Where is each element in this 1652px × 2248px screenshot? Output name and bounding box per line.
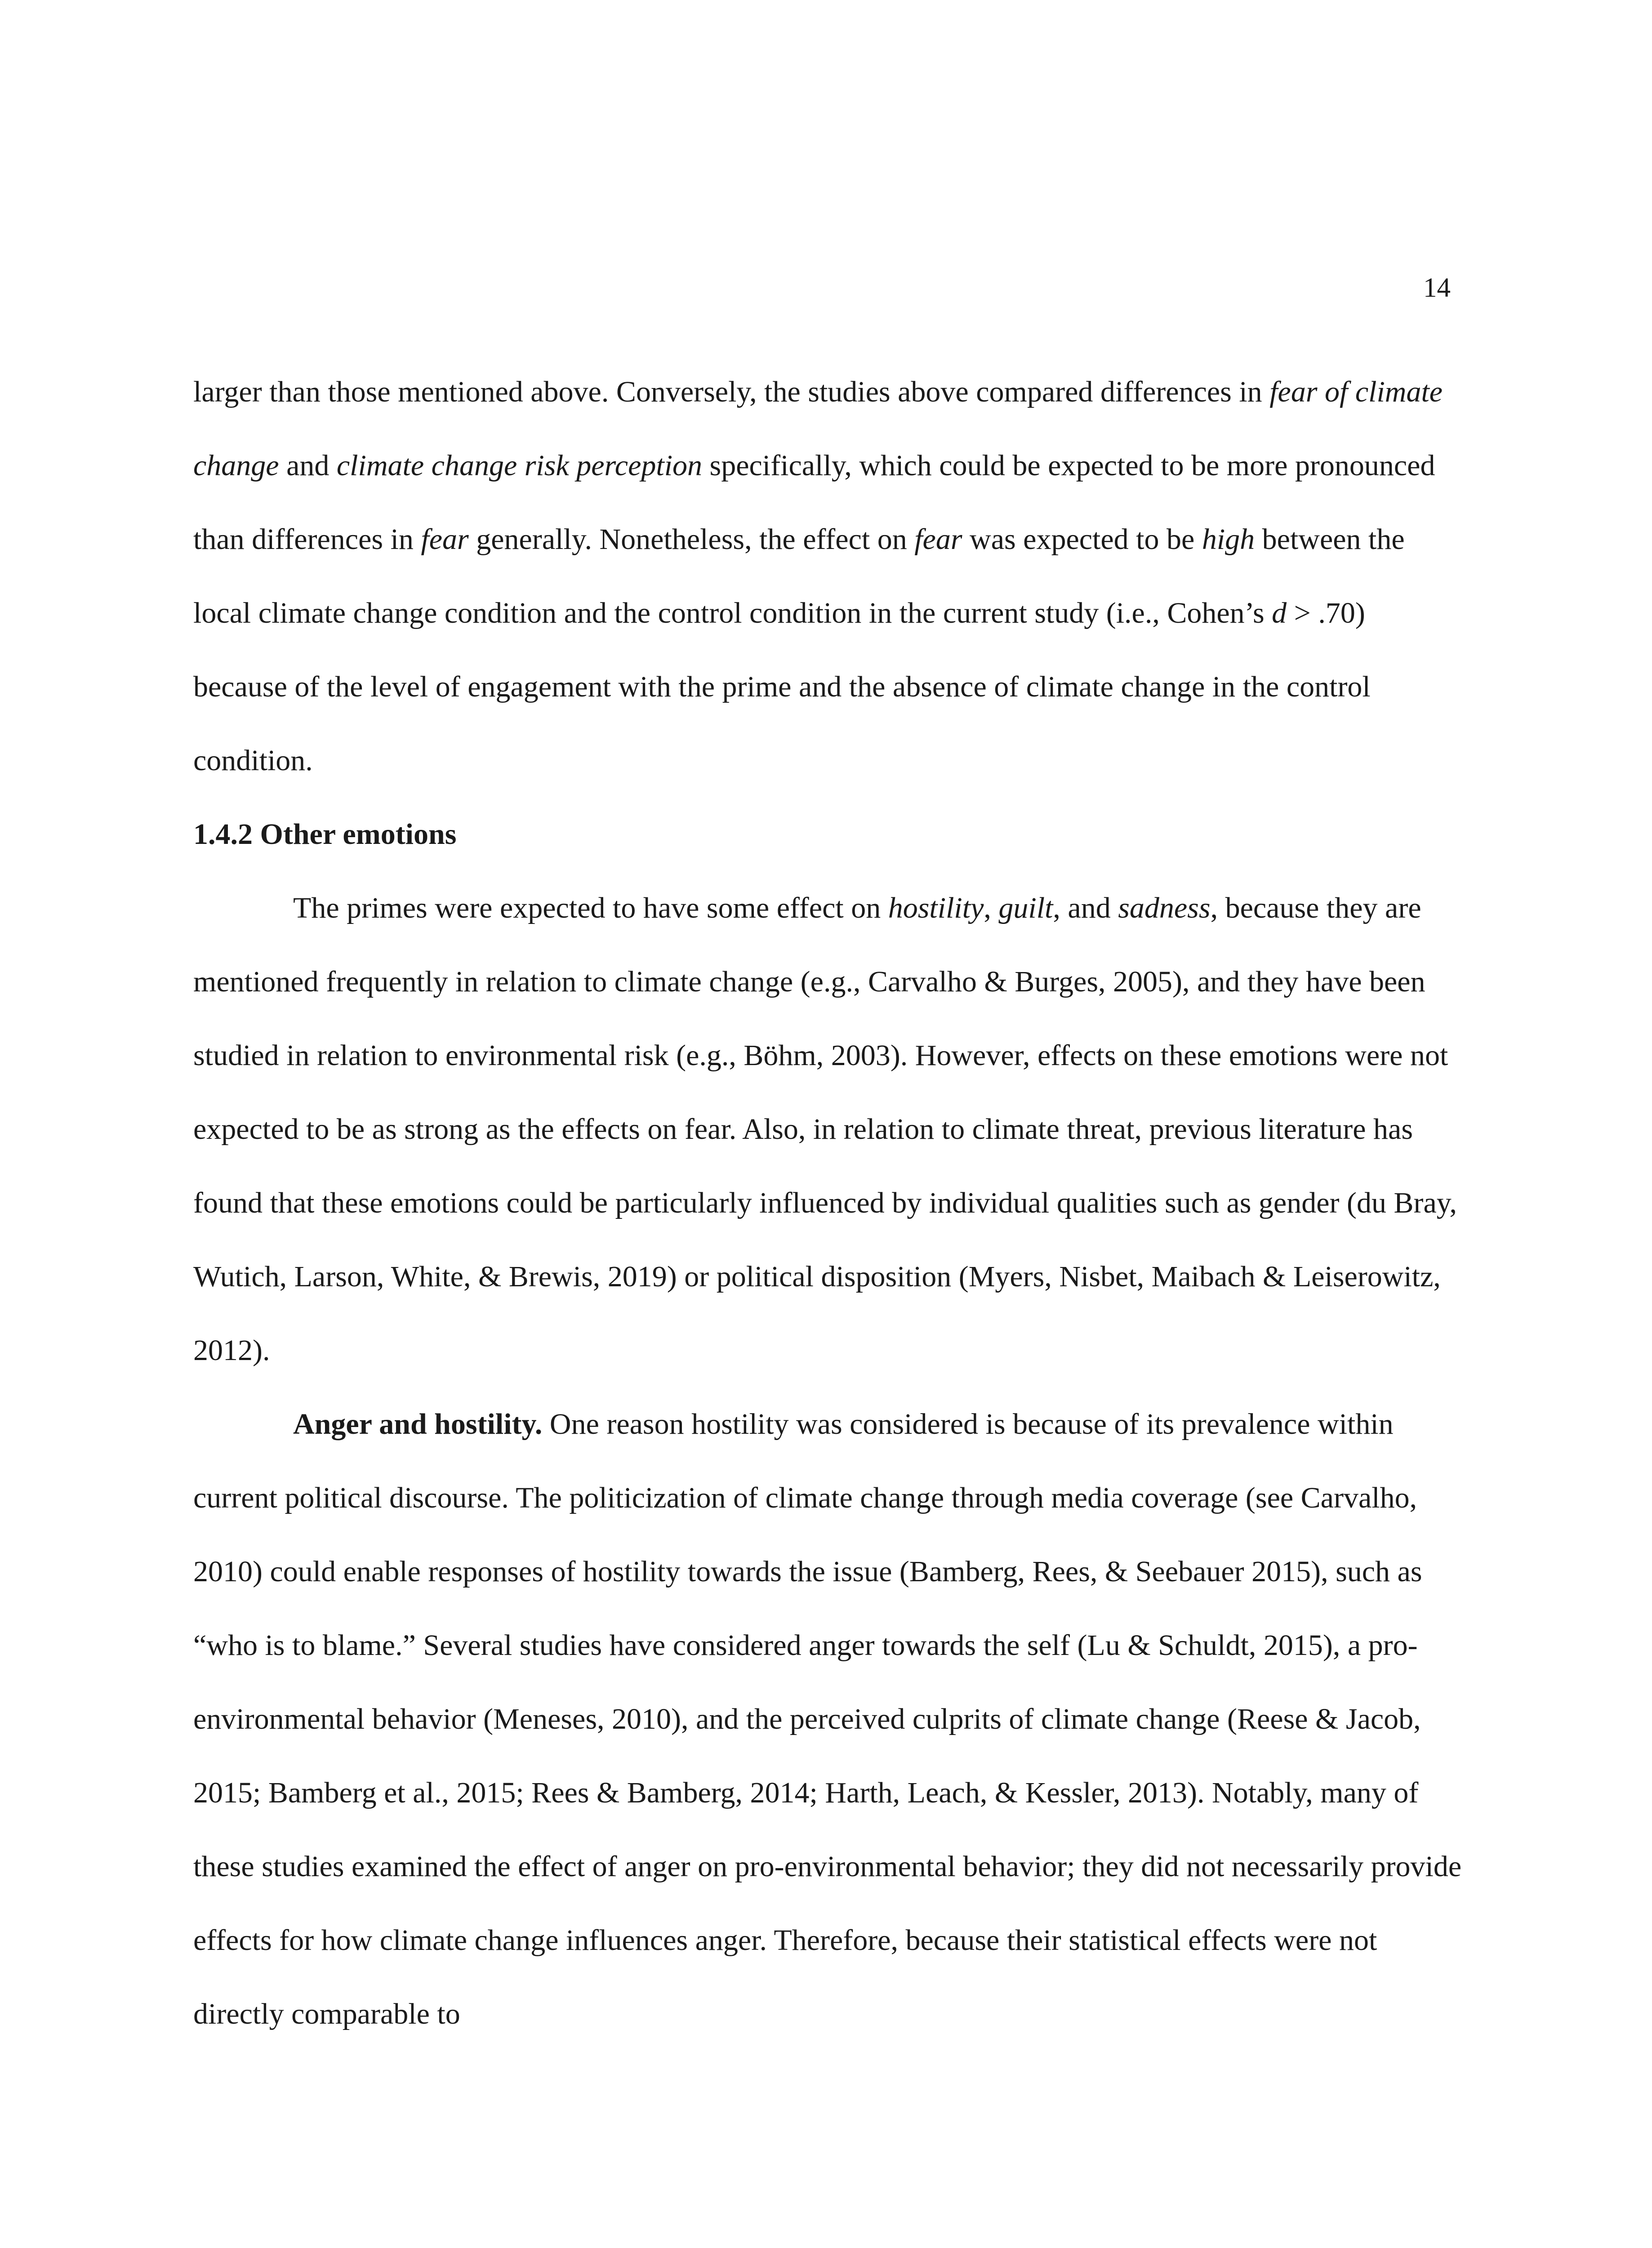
paragraph-anger-hostility-body: One reason hostility was considered is because of its prevalence within current political discourse. The politicization of climate change through media coverage (see Carvalho, 2010) could enable responses of hostility towards the issue (Bamberg, Rees, & Seebauer 2015), such as “who is to blame.” Several studies have considered anger towards the self (Lu & Schuldt, 2015), a pro-environmental behavior (Meneses, 2010), and the perceived culprits of climate change (Reese & Jacob, 2015; Bamberg et al., 2015; Rees & Bamberg, 2014; Harth, Leach, & Kessler, 2013). Notably, many of these studies examined the effect of anger on pro-environmental behavior; they did not necessarily provide effects for how climate change influences anger. Therefore, because their statistical effects were not directly comparable to: [193, 1408, 1462, 2030]
text-run: larger than those mentioned above. Conversely, the studies above compared differences in: [193, 375, 1270, 408]
paragraph-anger-hostility: [193, 1387, 1465, 2051]
text-run: was expected to be: [962, 523, 1202, 556]
italic-term: hostility: [888, 892, 984, 924]
text-run: ,: [984, 892, 999, 924]
italic-term: fear: [421, 523, 469, 556]
text-run: > .70) because of the level of engagement with the prime and the absence of climate change in the control condition.: [193, 597, 1371, 777]
italic-term: fear of climate change: [193, 375, 1443, 482]
italic-term: climate change risk perception: [336, 449, 703, 482]
italic-term: guilt: [998, 892, 1053, 924]
italic-term: high: [1202, 523, 1255, 556]
text-run: and: [279, 449, 337, 482]
text-run: generally. Nonetheless, the effect on: [468, 523, 915, 556]
italic-term: fear: [914, 523, 962, 556]
paragraph-other-emotions: [193, 871, 1465, 1387]
text-run: , and: [1053, 892, 1118, 924]
text-run: specifically, which could be expected to be more pronounced than differences in: [193, 449, 1435, 556]
document-body: [193, 355, 1465, 2051]
text-run: The primes were expected to have some effect on: [293, 892, 888, 924]
text-run: , because they are mentioned frequently in relation to climate change (e.g., Carvalho & Burges, 2005), and they have been studied in relation to environmental risk (e.g., Böhm, 2003). However, effects on these emotions were not expected to be as strong as the effects on fear. Also, in relation to climate threat, previous literature has found that these emotions could be particularly influenced by individual qualities such as gender (du Bray, Wutich, Larson, White, & Brewis, 2019) or political disposition (Myers, Nisbet, Maibach & Leiserowitz, 2012).: [193, 892, 1457, 1367]
italic-term: d: [1272, 597, 1287, 629]
text-run: between the local climate change condition and the control condition in the current study (i.e., Cohen’s: [193, 523, 1405, 629]
run-in-heading-anger-hostility: Anger and hostility.: [293, 1408, 543, 1441]
paragraph-fear-effect: [193, 355, 1465, 798]
section-heading-other-emotions: 1.4.2 Other emotions: [193, 818, 457, 851]
italic-term: sadness: [1118, 892, 1211, 924]
page-number: 14: [1423, 273, 1451, 303]
